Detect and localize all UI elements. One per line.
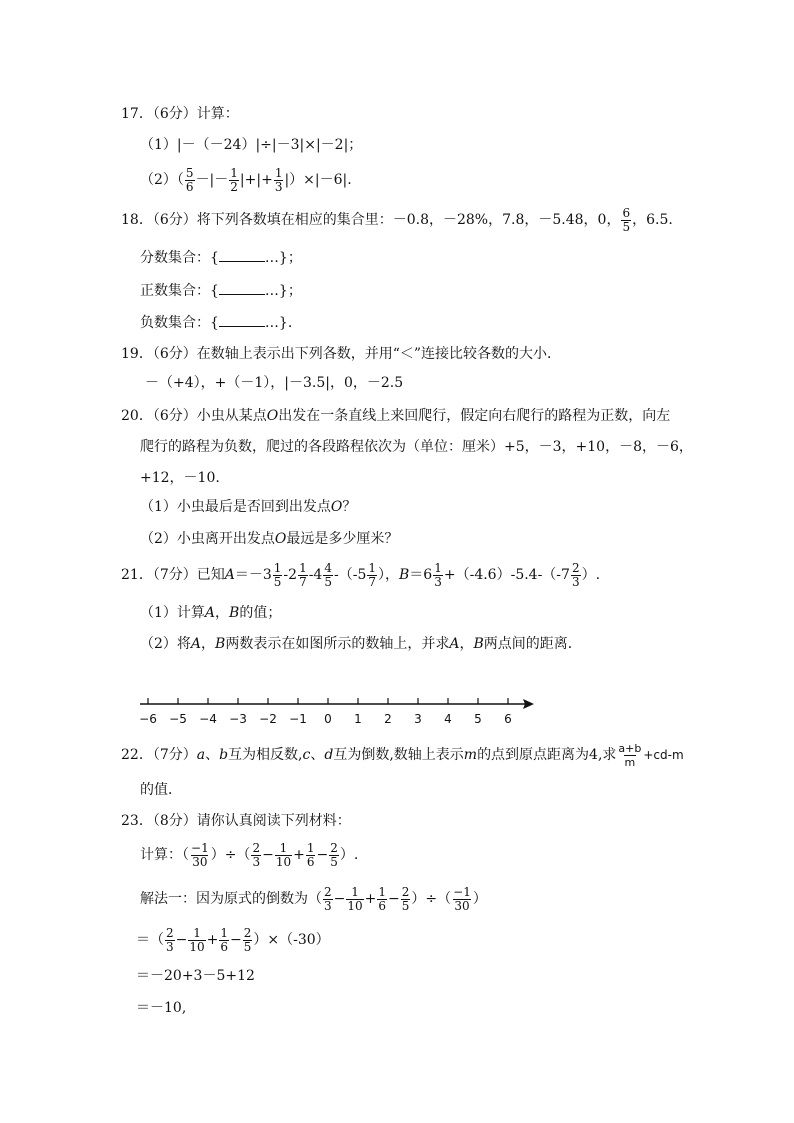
q23-solution-line4: ＝－10, xyxy=(136,1000,187,1016)
q17-heading: 17．（6分）计算： xyxy=(121,106,239,122)
axis-tick-label: 5 xyxy=(474,712,482,726)
q22-line2: 的值． xyxy=(140,782,182,798)
q20-part2: （2）小虫离开出发点O最远是多少厘米？ xyxy=(140,531,399,547)
axis-tick-label: 1 xyxy=(354,712,362,726)
axis-tick-label: 4 xyxy=(444,712,452,726)
axis-tick-label: 2 xyxy=(384,712,392,726)
q20-line3: +12，－10. xyxy=(140,470,220,486)
q23-solution-line2: ＝（ $\frac{2}{3}$ − $\frac{1}{10}$ + $\frac{1}{6}$ − $\frac{2}{5}$ ）×（-30） xyxy=(136,925,330,954)
axis-tick-label: −5 xyxy=(169,712,187,726)
q17-part2: （2）（ $\frac{5}{6}$ －|－ $\frac{1}{2}$ |+|+ $\frac{1}{3}$ |）×|－6|. xyxy=(140,165,352,194)
q21-heading: 21．（7分）已知A＝－3 $\frac{1}{5}$ -2 $\frac{1}{7}$ -4 $\frac{4}{5}$ -（-5 $\frac{1}{7}$ ），B＝6 $\frac{1}{3}$ +（-4.6）-5.4-（-7 $\frac{2}{3}$ ）. xyxy=(121,560,601,589)
axis-tick-label: −3 xyxy=(229,712,247,726)
axis-tick-label: 6 xyxy=(504,712,512,726)
axis-tick-label: −2 xyxy=(259,712,277,726)
axis-tick-label: −1 xyxy=(289,712,307,726)
q22-line1: 22．（7分）a、b互为相反数,c、d互为倒数,数轴上表示m的点到原点距离为4,求 $\frac{a+b}{m}$ +cd-m xyxy=(121,741,684,769)
q19-numbers: －（+4），+（－1），|－3.5|，0，－2.5 xyxy=(145,375,404,391)
number-line xyxy=(130,692,550,732)
q20-line2: 爬行的路程为负数，爬过的各段路程依次为（单位：厘米）+5，－3，+10，－8，－6， xyxy=(140,439,693,455)
negative-set: 负数集合：{ …}. xyxy=(140,315,293,331)
q23-heading: 23．（8分）请你认真阅读下列材料： xyxy=(121,813,351,829)
axis-tick-label: 0 xyxy=(324,712,332,726)
q23-solution-line3: ＝－20+3－5+12 xyxy=(136,968,255,984)
q18-heading: 18．（6分）将下列各数填在相应的集合里：－0.8，－28%，7.8，－5.48，0， $\frac{6}{5}$ ，6.5. xyxy=(121,205,673,234)
axis-tick-label: 3 xyxy=(414,712,422,726)
positive-set: 正数集合：{ …}； xyxy=(140,283,302,299)
q20-line1: 20．（6分）小虫从某点O出发在一条直线上来回爬行，假定向右爬行的路程为正数，向左 xyxy=(121,408,671,424)
axis-tick-label: −6 xyxy=(139,712,157,726)
q17-part1: （1）|－（－24）|÷|－3|×|－2|； xyxy=(140,137,363,153)
q23-solution-line1: 解法一：因为原式的倒数为（ $\frac{2}{3}$ − $\frac{1}{10}$ + $\frac{1}{6}$ − $\frac{2}{5}$ ）÷（ $\frac{-1}{30}$ ） xyxy=(140,884,487,913)
q21-part2: （2）将A，B两数表示在如图所示的数轴上，并求A，B两点间的距离． xyxy=(140,636,582,652)
q19-heading: 19．（6分）在数轴上表示出下列各数，并用“＜”连接比较各数的大小． xyxy=(121,346,562,362)
q21-part1: （1）计算A，B的值； xyxy=(140,605,282,621)
axis-tick-label: −4 xyxy=(199,712,217,726)
q20-part1: （1）小虫最后是否回到出发点O？ xyxy=(140,499,357,515)
fraction-set: 分数集合：{ …}； xyxy=(140,250,302,266)
q23-calc: 计算：（ $\frac{-1}{30}$ ）÷（ $\frac{2}{3}$ − $\frac{1}{10}$ + $\frac{1}{6}$ − $\frac{2}{5}$ ）. xyxy=(140,840,359,869)
